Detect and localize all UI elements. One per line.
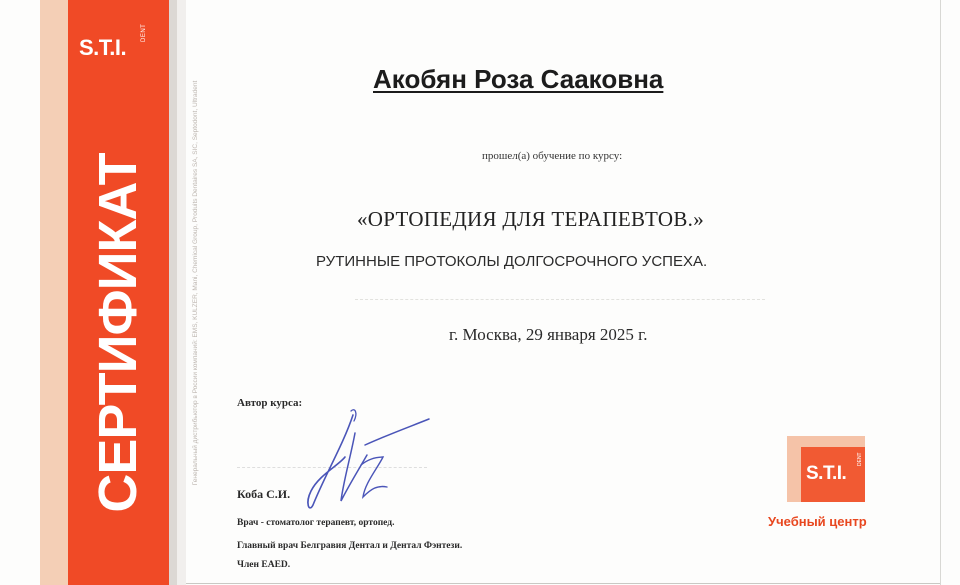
banner-gray-stripe: [169, 0, 177, 585]
author-label: Автор курса:: [237, 397, 303, 409]
author-title-line: Врач - стоматолог терапевт, ортопед.: [237, 518, 395, 528]
author-signature: [305, 405, 440, 510]
page-edge-line: [940, 0, 941, 585]
passed-course-text: прошел(а) обучение по курсу:: [482, 150, 623, 162]
training-center-label: Учебный центр: [768, 514, 867, 529]
course-subtitle: РУТИННЫЕ ПРОТОКОЛЫ ДОЛГОСРОЧНОГО УСПЕХА.: [316, 253, 708, 270]
author-name: Коба С.И.: [237, 487, 291, 501]
banner-peach-stripe: [40, 0, 68, 585]
course-title: «ОРТОПЕДИЯ ДЛЯ ТЕРАПЕВТОВ.»: [357, 207, 704, 231]
place-and-date: г. Москва, 29 января 2025 г.: [449, 325, 648, 344]
distributor-note: Генеральный дистрибьютор в России компаний: EMS, KULZER, Mani, Chemical Group, Produits Dentaires SA, SIC, Septodont, Ultradent: [192, 80, 199, 486]
sti-logo-sub: DENT: [141, 23, 147, 42]
training-center-logo-sub: DENT: [857, 452, 863, 466]
banner-pale-stripe: [177, 0, 186, 585]
training-center-logo: [787, 436, 867, 506]
sti-dent-logo: [79, 23, 157, 70]
sti-logo-text: S.T.I.: [79, 35, 127, 60]
recipient-name: Акобян Роза Сааковна: [373, 64, 664, 94]
certificate-title: СЕРТИФИКАТ: [88, 153, 148, 513]
author-position-line: Главный врач Белгравия Дентал и Дентал Фэнтези.: [237, 541, 463, 551]
training-center-logo-text: S.T.I.: [806, 463, 847, 484]
author-membership-line: Член EAED.: [237, 560, 291, 570]
divider-line: [355, 299, 765, 300]
